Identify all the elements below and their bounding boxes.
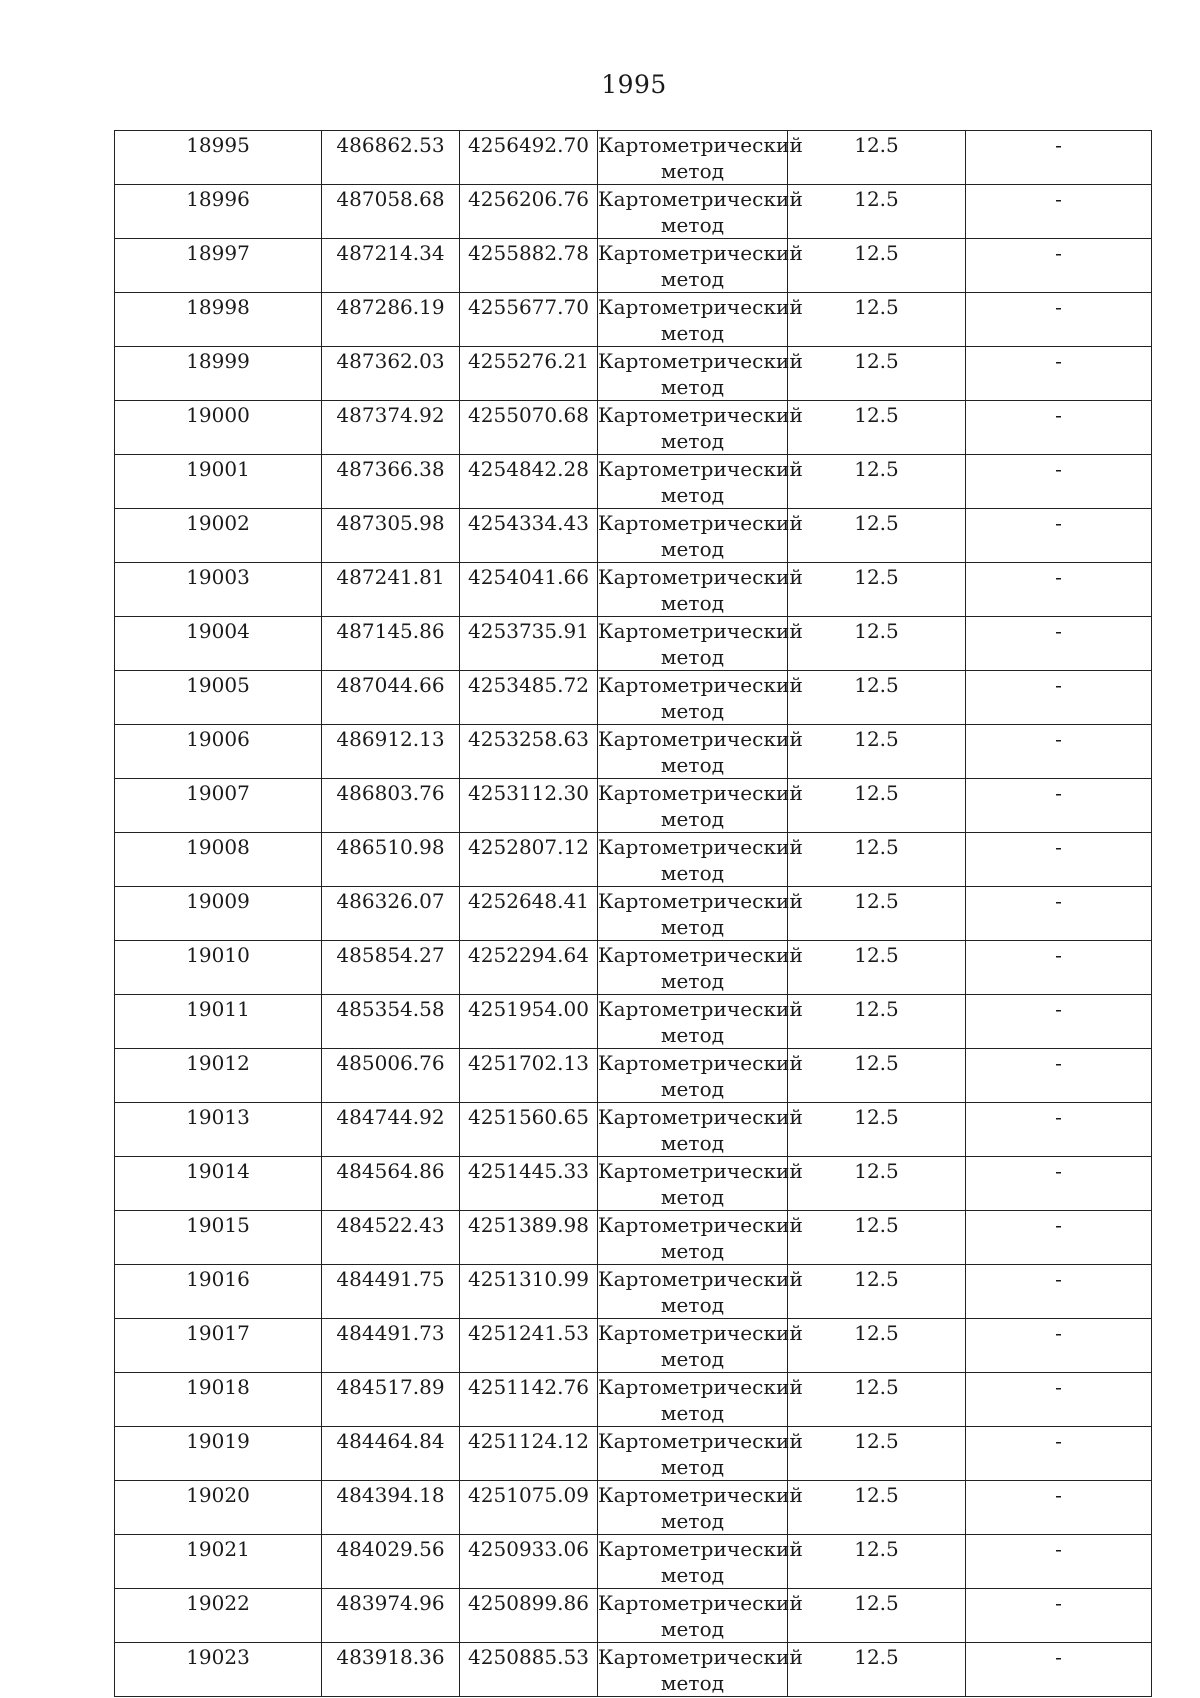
page-number: 1995 bbox=[601, 70, 667, 99]
method-cell: Картометрический метод bbox=[598, 833, 788, 887]
x-coordinate-cell: 487058.68 bbox=[322, 185, 460, 239]
precision-cell: 12.5 bbox=[788, 833, 966, 887]
precision-cell: 12.5 bbox=[788, 671, 966, 725]
note-cell: - bbox=[966, 293, 1152, 347]
method-cell: Картометрический метод bbox=[598, 941, 788, 995]
note-cell: - bbox=[966, 1643, 1152, 1697]
table-row bbox=[115, 1643, 1152, 1697]
table-row bbox=[115, 1535, 1152, 1589]
table-row bbox=[115, 1589, 1152, 1643]
precision-cell: 12.5 bbox=[788, 1427, 966, 1481]
y-coordinate-cell: 4251241.53 bbox=[460, 1319, 598, 1373]
note-cell: - bbox=[966, 1373, 1152, 1427]
point-number-cell: 19020 bbox=[115, 1481, 322, 1535]
note-cell: - bbox=[966, 887, 1152, 941]
y-coordinate-cell: 4251142.76 bbox=[460, 1373, 598, 1427]
precision-cell: 12.5 bbox=[788, 725, 966, 779]
method-cell: Картометрический метод bbox=[598, 1427, 788, 1481]
table-row bbox=[115, 401, 1152, 455]
point-number-cell: 19023 bbox=[115, 1643, 322, 1697]
x-coordinate-cell: 487366.38 bbox=[322, 455, 460, 509]
x-coordinate-cell: 486803.76 bbox=[322, 779, 460, 833]
table-row bbox=[115, 1211, 1152, 1265]
method-cell: Картометрический метод bbox=[598, 887, 788, 941]
note-cell: - bbox=[966, 995, 1152, 1049]
x-coordinate-cell: 485354.58 bbox=[322, 995, 460, 1049]
point-number-cell: 19004 bbox=[115, 617, 322, 671]
note-cell: - bbox=[966, 725, 1152, 779]
method-cell: Картометрический метод bbox=[598, 1535, 788, 1589]
table-row bbox=[115, 1265, 1152, 1319]
point-number-cell: 19012 bbox=[115, 1049, 322, 1103]
table-row bbox=[115, 1373, 1152, 1427]
point-number-cell: 18998 bbox=[115, 293, 322, 347]
note-cell: - bbox=[966, 1535, 1152, 1589]
y-coordinate-cell: 4253258.63 bbox=[460, 725, 598, 779]
note-cell: - bbox=[966, 1319, 1152, 1373]
note-cell: - bbox=[966, 1265, 1152, 1319]
point-number-cell: 19019 bbox=[115, 1427, 322, 1481]
y-coordinate-cell: 4251445.33 bbox=[460, 1157, 598, 1211]
x-coordinate-cell: 486326.07 bbox=[322, 887, 460, 941]
note-cell: - bbox=[966, 401, 1152, 455]
note-cell: - bbox=[966, 563, 1152, 617]
x-coordinate-cell: 484394.18 bbox=[322, 1481, 460, 1535]
x-coordinate-cell: 484564.86 bbox=[322, 1157, 460, 1211]
precision-cell: 12.5 bbox=[788, 455, 966, 509]
point-number-cell: 19015 bbox=[115, 1211, 322, 1265]
y-coordinate-cell: 4251075.09 bbox=[460, 1481, 598, 1535]
precision-cell: 12.5 bbox=[788, 1481, 966, 1535]
table-row bbox=[115, 1049, 1152, 1103]
method-cell: Картометрический метод bbox=[598, 1481, 788, 1535]
y-coordinate-cell: 4252648.41 bbox=[460, 887, 598, 941]
note-cell: - bbox=[966, 347, 1152, 401]
x-coordinate-cell: 486912.13 bbox=[322, 725, 460, 779]
method-cell: Картометрический метод bbox=[598, 1643, 788, 1697]
precision-cell: 12.5 bbox=[788, 509, 966, 563]
precision-cell: 12.5 bbox=[788, 185, 966, 239]
table-row bbox=[115, 779, 1152, 833]
precision-cell: 12.5 bbox=[788, 347, 966, 401]
coordinates-table-body bbox=[115, 131, 1152, 1697]
x-coordinate-cell: 483918.36 bbox=[322, 1643, 460, 1697]
x-coordinate-cell: 484522.43 bbox=[322, 1211, 460, 1265]
note-cell: - bbox=[966, 239, 1152, 293]
method-cell: Картометрический метод bbox=[598, 455, 788, 509]
method-cell: Картометрический метод bbox=[598, 725, 788, 779]
point-number-cell: 19003 bbox=[115, 563, 322, 617]
table-row bbox=[115, 887, 1152, 941]
x-coordinate-cell: 487241.81 bbox=[322, 563, 460, 617]
y-coordinate-cell: 4253112.30 bbox=[460, 779, 598, 833]
method-cell: Картометрический метод bbox=[598, 779, 788, 833]
method-cell: Картометрический метод bbox=[598, 293, 788, 347]
note-cell: - bbox=[966, 833, 1152, 887]
table-row bbox=[115, 995, 1152, 1049]
point-number-cell: 19013 bbox=[115, 1103, 322, 1157]
note-cell: - bbox=[966, 185, 1152, 239]
method-cell: Картометрический метод bbox=[598, 239, 788, 293]
y-coordinate-cell: 4255677.70 bbox=[460, 293, 598, 347]
point-number-cell: 19021 bbox=[115, 1535, 322, 1589]
point-number-cell: 19005 bbox=[115, 671, 322, 725]
note-cell: - bbox=[966, 1157, 1152, 1211]
precision-cell: 12.5 bbox=[788, 941, 966, 995]
x-coordinate-cell: 484464.84 bbox=[322, 1427, 460, 1481]
table-row bbox=[115, 941, 1152, 995]
y-coordinate-cell: 4252294.64 bbox=[460, 941, 598, 995]
table-row bbox=[115, 131, 1152, 185]
table-row bbox=[115, 347, 1152, 401]
note-cell: - bbox=[966, 1211, 1152, 1265]
x-coordinate-cell: 487286.19 bbox=[322, 293, 460, 347]
y-coordinate-cell: 4254041.66 bbox=[460, 563, 598, 617]
y-coordinate-cell: 4254334.43 bbox=[460, 509, 598, 563]
point-number-cell: 19017 bbox=[115, 1319, 322, 1373]
x-coordinate-cell: 487305.98 bbox=[322, 509, 460, 563]
method-cell: Картометрический метод bbox=[598, 671, 788, 725]
y-coordinate-cell: 4251954.00 bbox=[460, 995, 598, 1049]
point-number-cell: 18999 bbox=[115, 347, 322, 401]
note-cell: - bbox=[966, 617, 1152, 671]
y-coordinate-cell: 4251310.99 bbox=[460, 1265, 598, 1319]
table-row bbox=[115, 833, 1152, 887]
table-row bbox=[115, 239, 1152, 293]
precision-cell: 12.5 bbox=[788, 563, 966, 617]
table-row bbox=[115, 725, 1152, 779]
precision-cell: 12.5 bbox=[788, 1157, 966, 1211]
x-coordinate-cell: 487214.34 bbox=[322, 239, 460, 293]
precision-cell: 12.5 bbox=[788, 1373, 966, 1427]
table-row bbox=[115, 617, 1152, 671]
note-cell: - bbox=[966, 1589, 1152, 1643]
precision-cell: 12.5 bbox=[788, 1319, 966, 1373]
precision-cell: 12.5 bbox=[788, 779, 966, 833]
x-coordinate-cell: 483974.96 bbox=[322, 1589, 460, 1643]
table-row bbox=[115, 1427, 1152, 1481]
note-cell: - bbox=[966, 779, 1152, 833]
point-number-cell: 19022 bbox=[115, 1589, 322, 1643]
note-cell: - bbox=[966, 455, 1152, 509]
x-coordinate-cell: 487145.86 bbox=[322, 617, 460, 671]
note-cell: - bbox=[966, 509, 1152, 563]
point-number-cell: 19016 bbox=[115, 1265, 322, 1319]
table-row bbox=[115, 1319, 1152, 1373]
table-row bbox=[115, 293, 1152, 347]
point-number-cell: 19008 bbox=[115, 833, 322, 887]
method-cell: Картометрический метод bbox=[598, 1589, 788, 1643]
x-coordinate-cell: 484517.89 bbox=[322, 1373, 460, 1427]
note-cell: - bbox=[966, 1049, 1152, 1103]
point-number-cell: 19011 bbox=[115, 995, 322, 1049]
point-number-cell: 19000 bbox=[115, 401, 322, 455]
y-coordinate-cell: 4250899.86 bbox=[460, 1589, 598, 1643]
precision-cell: 12.5 bbox=[788, 1589, 966, 1643]
method-cell: Картометрический метод bbox=[598, 995, 788, 1049]
y-coordinate-cell: 4250933.06 bbox=[460, 1535, 598, 1589]
method-cell: Картометрический метод bbox=[598, 131, 788, 185]
precision-cell: 12.5 bbox=[788, 1265, 966, 1319]
x-coordinate-cell: 485854.27 bbox=[322, 941, 460, 995]
precision-cell: 12.5 bbox=[788, 887, 966, 941]
point-number-cell: 19009 bbox=[115, 887, 322, 941]
precision-cell: 12.5 bbox=[788, 1643, 966, 1697]
y-coordinate-cell: 4251124.12 bbox=[460, 1427, 598, 1481]
note-cell: - bbox=[966, 1481, 1152, 1535]
method-cell: Картометрический метод bbox=[598, 563, 788, 617]
precision-cell: 12.5 bbox=[788, 1535, 966, 1589]
method-cell: Картометрический метод bbox=[598, 1373, 788, 1427]
table-row bbox=[115, 1481, 1152, 1535]
method-cell: Картометрический метод bbox=[598, 1103, 788, 1157]
note-cell: - bbox=[966, 131, 1152, 185]
table-row bbox=[115, 671, 1152, 725]
table-row bbox=[115, 455, 1152, 509]
point-number-cell: 19006 bbox=[115, 725, 322, 779]
table-row bbox=[115, 509, 1152, 563]
y-coordinate-cell: 4253735.91 bbox=[460, 617, 598, 671]
precision-cell: 12.5 bbox=[788, 1211, 966, 1265]
point-number-cell: 19002 bbox=[115, 509, 322, 563]
note-cell: - bbox=[966, 1103, 1152, 1157]
y-coordinate-cell: 4252807.12 bbox=[460, 833, 598, 887]
y-coordinate-cell: 4255070.68 bbox=[460, 401, 598, 455]
y-coordinate-cell: 4254842.28 bbox=[460, 455, 598, 509]
method-cell: Картометрический метод bbox=[598, 509, 788, 563]
y-coordinate-cell: 4255882.78 bbox=[460, 239, 598, 293]
x-coordinate-cell: 486510.98 bbox=[322, 833, 460, 887]
precision-cell: 12.5 bbox=[788, 131, 966, 185]
table-row bbox=[115, 185, 1152, 239]
precision-cell: 12.5 bbox=[788, 1103, 966, 1157]
table-row bbox=[115, 1103, 1152, 1157]
method-cell: Картометрический метод bbox=[598, 185, 788, 239]
point-number-cell: 18995 bbox=[115, 131, 322, 185]
precision-cell: 12.5 bbox=[788, 1049, 966, 1103]
table-row bbox=[115, 1157, 1152, 1211]
method-cell: Картометрический метод bbox=[598, 1265, 788, 1319]
y-coordinate-cell: 4251560.65 bbox=[460, 1103, 598, 1157]
method-cell: Картометрический метод bbox=[598, 1157, 788, 1211]
x-coordinate-cell: 484491.75 bbox=[322, 1265, 460, 1319]
note-cell: - bbox=[966, 671, 1152, 725]
method-cell: Картометрический метод bbox=[598, 401, 788, 455]
x-coordinate-cell: 484491.73 bbox=[322, 1319, 460, 1373]
y-coordinate-cell: 4256492.70 bbox=[460, 131, 598, 185]
x-coordinate-cell: 487362.03 bbox=[322, 347, 460, 401]
precision-cell: 12.5 bbox=[788, 239, 966, 293]
x-coordinate-cell: 486862.53 bbox=[322, 131, 460, 185]
point-number-cell: 19010 bbox=[115, 941, 322, 995]
x-coordinate-cell: 487044.66 bbox=[322, 671, 460, 725]
y-coordinate-cell: 4256206.76 bbox=[460, 185, 598, 239]
y-coordinate-cell: 4253485.72 bbox=[460, 671, 598, 725]
point-number-cell: 18997 bbox=[115, 239, 322, 293]
method-cell: Картометрический метод bbox=[598, 1211, 788, 1265]
x-coordinate-cell: 484744.92 bbox=[322, 1103, 460, 1157]
x-coordinate-cell: 487374.92 bbox=[322, 401, 460, 455]
precision-cell: 12.5 bbox=[788, 995, 966, 1049]
precision-cell: 12.5 bbox=[788, 617, 966, 671]
table-row bbox=[115, 563, 1152, 617]
precision-cell: 12.5 bbox=[788, 293, 966, 347]
y-coordinate-cell: 4251702.13 bbox=[460, 1049, 598, 1103]
note-cell: - bbox=[966, 941, 1152, 995]
method-cell: Картометрический метод bbox=[598, 1049, 788, 1103]
y-coordinate-cell: 4251389.98 bbox=[460, 1211, 598, 1265]
point-number-cell: 18996 bbox=[115, 185, 322, 239]
point-number-cell: 19018 bbox=[115, 1373, 322, 1427]
y-coordinate-cell: 4250885.53 bbox=[460, 1643, 598, 1697]
method-cell: Картометрический метод bbox=[598, 617, 788, 671]
point-number-cell: 19001 bbox=[115, 455, 322, 509]
point-number-cell: 19014 bbox=[115, 1157, 322, 1211]
method-cell: Картометрический метод bbox=[598, 347, 788, 401]
method-cell: Картометрический метод bbox=[598, 1319, 788, 1373]
precision-cell: 12.5 bbox=[788, 401, 966, 455]
x-coordinate-cell: 485006.76 bbox=[322, 1049, 460, 1103]
y-coordinate-cell: 4255276.21 bbox=[460, 347, 598, 401]
note-cell: - bbox=[966, 1427, 1152, 1481]
x-coordinate-cell: 484029.56 bbox=[322, 1535, 460, 1589]
coordinates-table bbox=[114, 130, 1152, 1697]
point-number-cell: 19007 bbox=[115, 779, 322, 833]
